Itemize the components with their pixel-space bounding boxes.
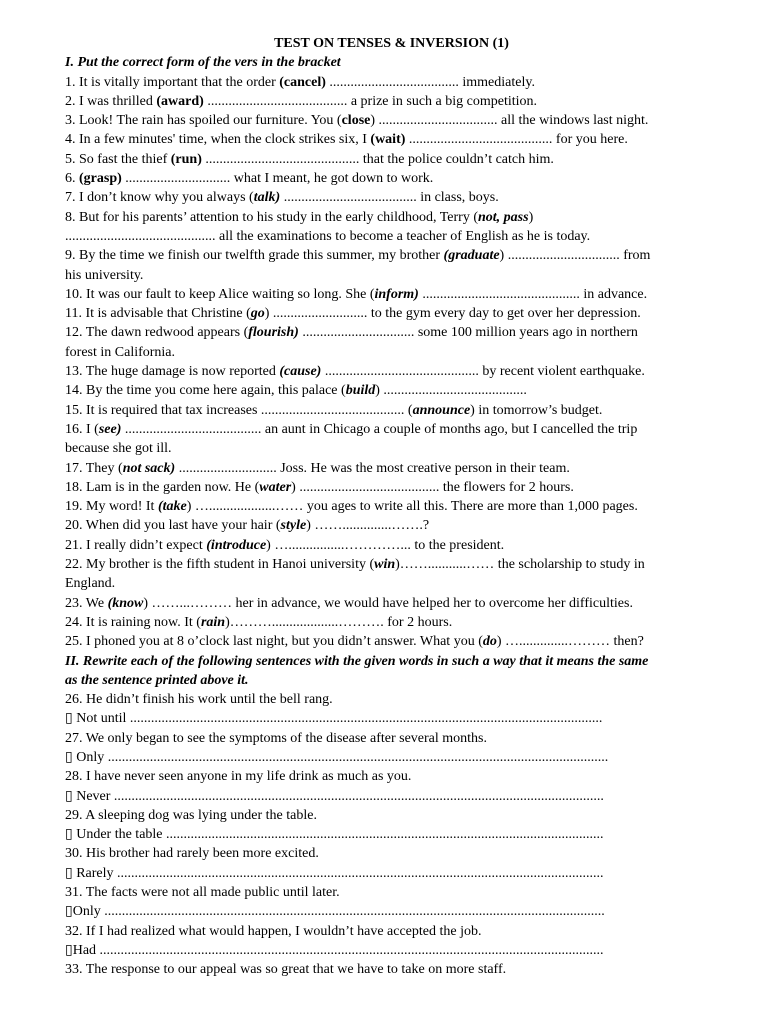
verb-prompt: (take [157,499,187,515]
answer-line-30 [65,864,718,883]
arrow-icon: ▯ [65,865,73,881]
arrow-icon: ▯ [65,827,73,843]
question-text: ............................ Joss. He was the most creative person in their team. [175,460,570,476]
question-text: ............................................. in advance. [418,286,648,302]
answer-prompt: Never ............................................................................................................................................ [72,788,604,804]
verb-prompt: (wait) [370,132,406,148]
section-2-heading-continued: as the sentence printed above it. [65,672,249,688]
question-9 [65,246,718,265]
arrow-icon: ▯ [65,711,73,727]
question-text: ...................................... in class, boys. [280,190,499,206]
verb-prompt: go [250,306,265,322]
question-text: 6. [65,171,79,187]
question-18 [65,478,718,497]
question-text: ) ......................................... [375,383,527,399]
question-text: ....................................... an aunt in Chicago a couple of months ago, but I cancelled the trip [121,421,638,437]
question-text: 18. Lam is in the garden now. He ( [65,479,260,495]
question-text: 11. It is advisable that Christine ( [65,306,251,322]
question-text: ) in tomorrow’s budget. [470,402,603,418]
question-7 [65,188,718,207]
question-23 [65,594,718,613]
verb-prompt: (grasp) [79,171,122,187]
question-text: ) .................................. all the windows last night. [370,113,649,129]
question-text: 20. When did you last have your hair ( [65,518,281,534]
answer-prompt: Only ............................................................................................................................................... [72,904,605,920]
verb-prompt: close [341,113,371,129]
question-2 [65,92,718,111]
question-text: 8. But for his parents’ attention to his study in the early childhood, Terry ( [65,209,478,225]
section-1-heading: I. Put the correct form of the vers in the bracket [65,55,341,71]
arrow-icon: ▯ [65,904,73,920]
verb-prompt: flourish) [248,325,299,341]
verb-prompt: build [345,383,376,399]
question-12 [65,323,718,342]
question-16-continued: because she got ill. [65,441,172,457]
verb-prompt: see) [98,421,122,437]
question-text: 5. So fast the thief [65,151,171,167]
question-30: 30. His brother had rarely been more excited. [65,846,319,862]
answer-line-28 [65,787,718,806]
answer-prompt: Only ............................................................................................................................................... [72,749,609,765]
question-text: )……...........…… the scholarship to study in [395,557,645,573]
question-text: 9. By the time we finish our twelfth grade this summer, my brother [65,248,444,264]
question-8-continued: ........................................... all the examinations to become a teacher of English as he is today. [65,228,591,244]
question-17 [65,459,718,478]
question-text: 7. I don’t know why you always ( [65,190,254,206]
question-text: 10. It was our fault to keep Alice waiting so long. She ( [65,286,375,302]
question-text: 24. It is raining now. It ( [65,614,201,630]
question-1 [65,73,718,92]
question-19 [65,497,718,516]
arrow-icon: ▯ [65,788,73,804]
arrow-icon: ▯ [65,749,73,765]
question-text: 13. The huge damage is now reported [65,364,280,380]
verb-prompt: (award) [156,93,204,109]
question-text: ............................................ by recent violent earthquake. [321,364,645,380]
verb-prompt: not sack) [122,460,176,476]
answer-prompt: Not until ....................................................................................................................................... [72,711,603,727]
question-22-continued: England. [65,576,116,592]
question-29: 29. A sleeping dog was lying under the table. [65,807,317,823]
question-text: 23. We [65,595,108,611]
question-text: 12. The dawn redwood appears ( [65,325,249,341]
question-text: 22. My brother is the fifth student in Hanoi university ( [65,557,375,573]
question-31: 31. The facts were not all made public until later. [65,885,340,901]
question-21 [65,536,718,555]
verb-prompt: inform) [374,286,419,302]
question-13 [65,362,718,381]
question-text: 3. Look! The rain has spoiled our furniture. You ( [65,113,342,129]
verb-prompt: announce [412,402,471,418]
question-26: 26. He didn’t finish his work until the bell rang. [65,692,333,708]
verb-prompt: water [259,479,292,495]
question-text: ) …..............……… then? [496,634,644,650]
verb-prompt: (cancel) [279,74,326,90]
question-text: ............................................ that the police couldn’t catch him. [201,151,554,167]
question-text: 15. It is required that tax increases ......................................... ( [65,402,413,418]
question-15 [65,401,718,420]
question-25 [65,632,718,651]
verb-prompt: (run) [170,151,202,167]
verb-prompt: win [374,557,396,573]
question-20 [65,516,718,535]
question-text: ) …...................…… you ages to write all this. There are more than 1,000 pages. [186,499,638,515]
question-text: ..................................... immediately. [325,74,535,90]
answer-line-27 [65,748,718,767]
question-text: ................................ some 100 million years ago in northern [298,325,638,341]
verb-prompt: talk) [253,190,281,206]
question-text: 17. They ( [65,460,123,476]
answer-line-29 [65,825,718,844]
question-14 [65,381,718,400]
question-text: 4. In a few minutes' time, when the clock strikes six, I [65,132,371,148]
question-8 [65,208,718,227]
question-text: ) …................…………... to the president. [266,537,505,553]
answer-line-31 [65,902,718,921]
verb-prompt: not, pass [477,209,529,225]
question-16 [65,420,718,439]
verb-prompt: (introduce [206,537,267,553]
question-6 [65,169,718,188]
question-12-continued: forest in California. [65,344,176,360]
question-text: 14. By the time you come here again, this palace ( [65,383,346,399]
answer-prompt: Rarely ........................................................................................................................................... [72,865,604,881]
question-11 [65,304,718,323]
question-text: ) [528,209,534,225]
question-text: .............................. what I meant, he got down to work. [121,171,434,187]
verb-prompt: (know [107,595,144,611]
question-text: 19. My word! It [65,499,158,515]
answer-prompt: Had ................................................................................................................................................ [72,942,604,958]
question-text: ) ........................................ the flowers for 2 hours. [291,479,574,495]
question-text: ........................................ a prize in such a big competition. [203,93,538,109]
section-2-heading: II. Rewrite each of the following sentences with the given words in such a way that it means the same [65,653,649,669]
verb-prompt: do [482,634,497,650]
arrow-icon: ▯ [65,942,73,958]
verb-prompt: (cause) [279,364,322,380]
question-text: ) ……..............…….? [306,518,430,534]
answer-prompt: Under the table ............................................................................................................................. [72,827,604,843]
question-text: 25. I phoned you at 8 o’clock last night, but you didn’t answer. What you ( [65,634,483,650]
question-5 [65,150,718,169]
question-22 [65,555,718,574]
question-text: ) ........................... to the gym every day to get over her depression. [264,306,641,322]
question-text: 2. I was thrilled [65,93,157,109]
answer-line-32 [65,941,718,960]
question-9-continued: his university. [65,267,144,283]
question-text: ) ................................ from [499,248,651,264]
question-33: 33. The response to our appeal was so great that we have to take on more staff. [65,962,507,978]
question-24 [65,613,718,632]
verb-prompt: (graduate [443,248,500,264]
page-title: TEST ON TENSES & INVERSION (1) [274,36,509,51]
question-text: 21. I really didn’t expect [65,537,207,553]
question-4 [65,130,718,149]
question-text: ......................................... for you here. [405,132,628,148]
question-32: 32. If I had realized what would happen, I wouldn’t have accepted the job. [65,923,482,939]
question-text: )………...................………. for 2 hours. [225,614,453,630]
question-10 [65,285,718,304]
question-3 [65,111,718,130]
verb-prompt: style [280,518,307,534]
question-text: 16. I ( [65,421,99,437]
answer-line-26 [65,709,718,728]
question-text: ) ……...……… her in advance, we would have helped her to overcome her difficulties. [143,595,633,611]
question-27: 27. We only began to see the symptoms of the disease after several months. [65,730,488,746]
question-28: 28. I have never seen anyone in my life drink as much as you. [65,769,412,785]
verb-prompt: rain [200,614,226,630]
question-text: 1. It is vitally important that the order [65,74,280,90]
